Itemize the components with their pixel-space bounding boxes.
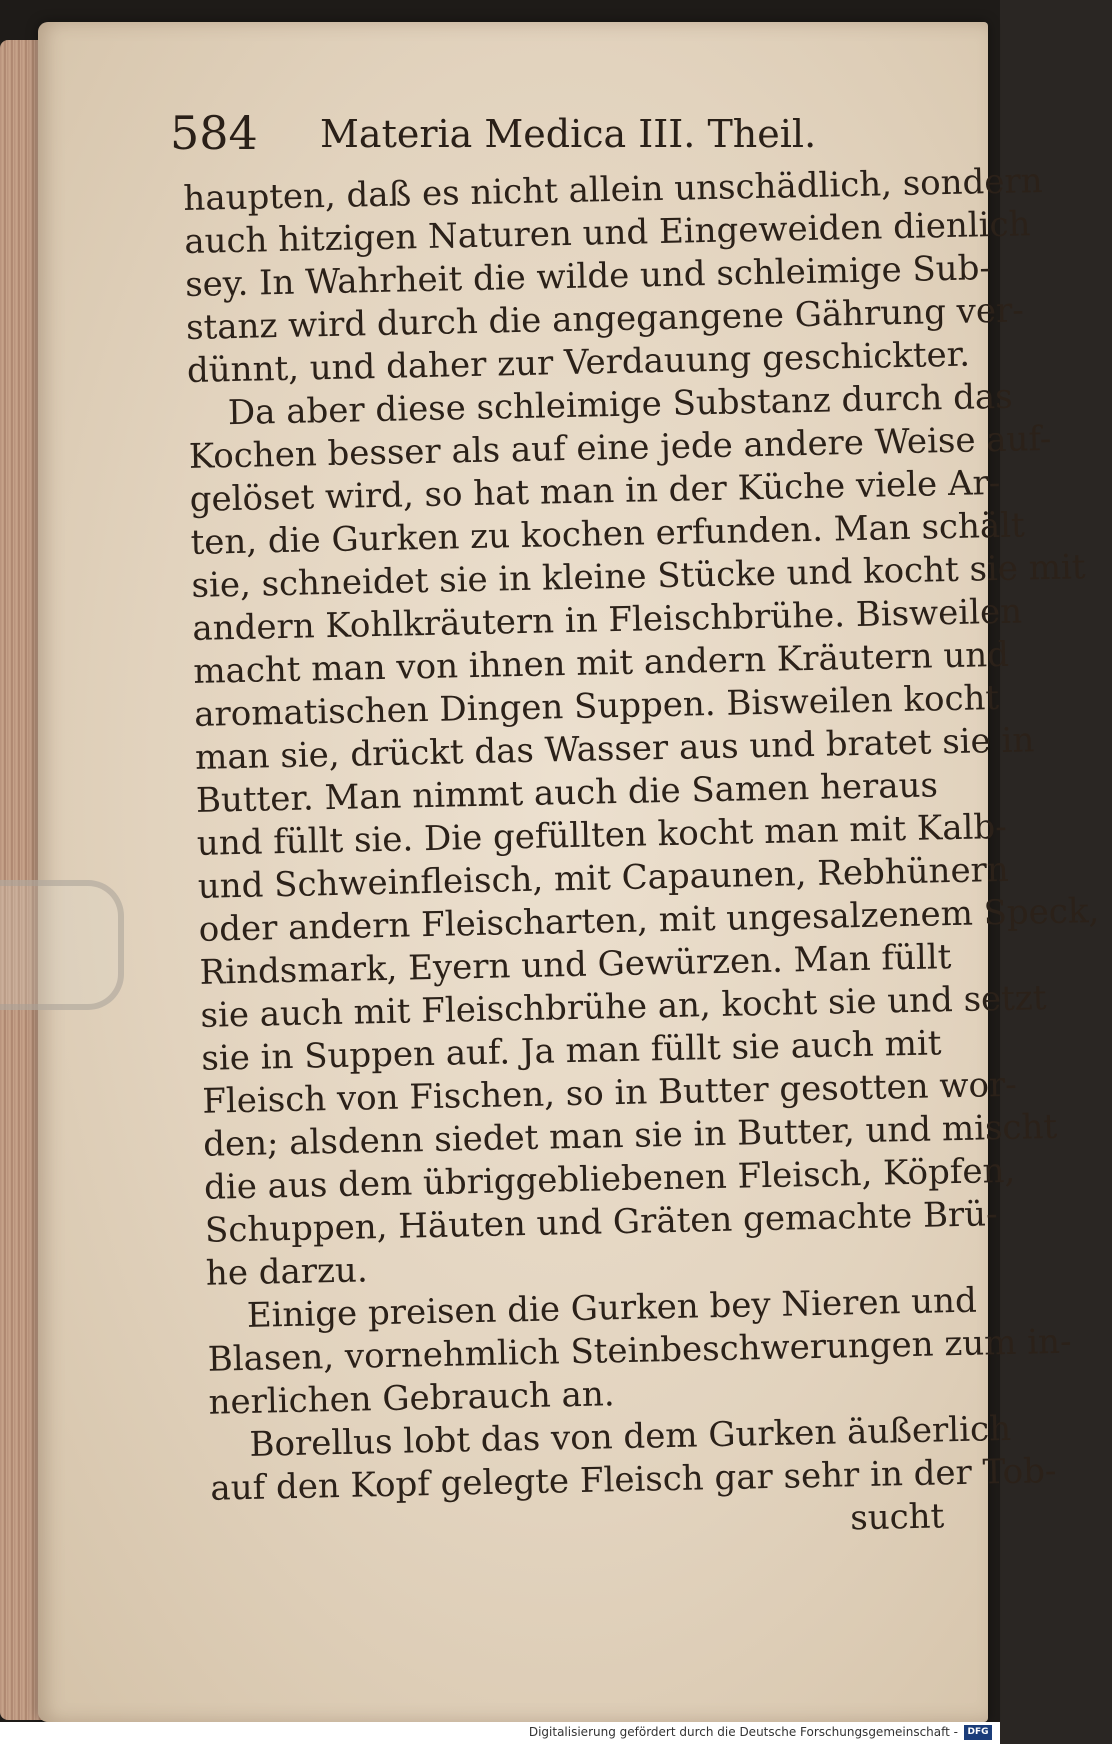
- running-head: Materia Medica III. Theil.: [320, 112, 817, 156]
- digitization-footer: [0, 1722, 1000, 1744]
- text-line: und füllt sie. Die gefüllten kocht man mit Kalb-: [196, 806, 1008, 864]
- text-line: auf den Kopf gelegte Fleisch gar sehr in der Tob-: [210, 1450, 1057, 1509]
- text-line: ten, die Gurken zu kochen erfunden. Man schält: [190, 505, 1026, 563]
- dfg-logo-icon: DFG: [964, 1725, 992, 1740]
- page-number: 584: [170, 106, 258, 160]
- text-line: stanz wird durch die angegangene Gährung ver-: [185, 290, 1025, 348]
- text-line: Butter. Man nimmt auch die Samen heraus: [195, 765, 939, 821]
- footer-attribution: Digitalisierung gefördert durch die Deutsche Forschungsgemeinschaft -: [528, 1725, 958, 1739]
- text-line: dünnt, und daher zur Verdauung geschickter.: [186, 334, 971, 391]
- text-line: andern Kohlkräutern in Fleischbrühe. Bisweilen: [192, 591, 1023, 649]
- text-line: Rindsmark, Eyern und Gewürzen. Man füllt: [199, 937, 952, 993]
- text-line: Blasen, vornehmlich Steinbeschwerungen zum in-: [207, 1321, 1072, 1380]
- text-line: die aus dem übriggebliebenen Fleisch, Köpfen,: [203, 1150, 1016, 1208]
- text-line: macht man von ihnen mit andern Kräutern und: [192, 634, 1010, 692]
- text-line: man sie, drückt das Wasser aus und bratet sie in: [194, 720, 1035, 778]
- paragraph-start-line: Da aber diese schleimige Substanz durch das: [227, 376, 1014, 434]
- text-line: gelöset wird, so hat man in der Küche viele Ar-: [189, 462, 1001, 520]
- body-text: [183, 161, 1100, 1557]
- text-line: sie auch mit Fleischbrühe an, kocht sie und setzt: [200, 978, 1047, 1036]
- text-line: he darzu.: [205, 1250, 369, 1294]
- text-line: oder andern Fleischarten, mit ungesalzenem Speck,: [198, 890, 1100, 950]
- text-line: Fleisch von Fischen, so in Butter gesotten wor-: [201, 1064, 1018, 1122]
- text-line: nerlichen Gebrauch an.: [208, 1374, 615, 1423]
- text-line: Schuppen, Häuten und Gräten gemachte Brü-: [204, 1194, 999, 1251]
- paragraph-start-line: Borellus lobt das von dem Gurken äußerlich: [249, 1408, 1012, 1465]
- text-line: den; alsdenn siedet man sie in Butter, und mischt: [202, 1106, 1058, 1165]
- catchword: sucht: [849, 1496, 945, 1539]
- text-line: sey. In Wahrheit die wilde und schleimige Sub-: [184, 248, 992, 305]
- page-header: [170, 100, 930, 164]
- text-line: und Schweinfleisch, mit Capaunen, Rebhünern: [197, 849, 1010, 907]
- paragraph-start-line: Einige preisen die Gurken bey Nieren und: [246, 1280, 978, 1336]
- text-line: sie, schneidet sie in kleine Stücke und kocht sie mit: [191, 547, 1086, 606]
- text-line: aromatischen Dingen Suppen. Bisweilen kocht: [193, 678, 1000, 735]
- text-line: Kochen besser als auf eine jede andere Weise auf-: [188, 418, 1052, 477]
- text-line: auch hitzigen Naturen und Eingeweiden dienlich: [183, 204, 1031, 262]
- page-clip: [0, 880, 124, 1010]
- text-line: sie in Suppen auf. Ja man füllt sie auch mit: [201, 1023, 942, 1079]
- text-line: haupten, daß es nicht allein unschädlich, sondern: [183, 161, 1044, 219]
